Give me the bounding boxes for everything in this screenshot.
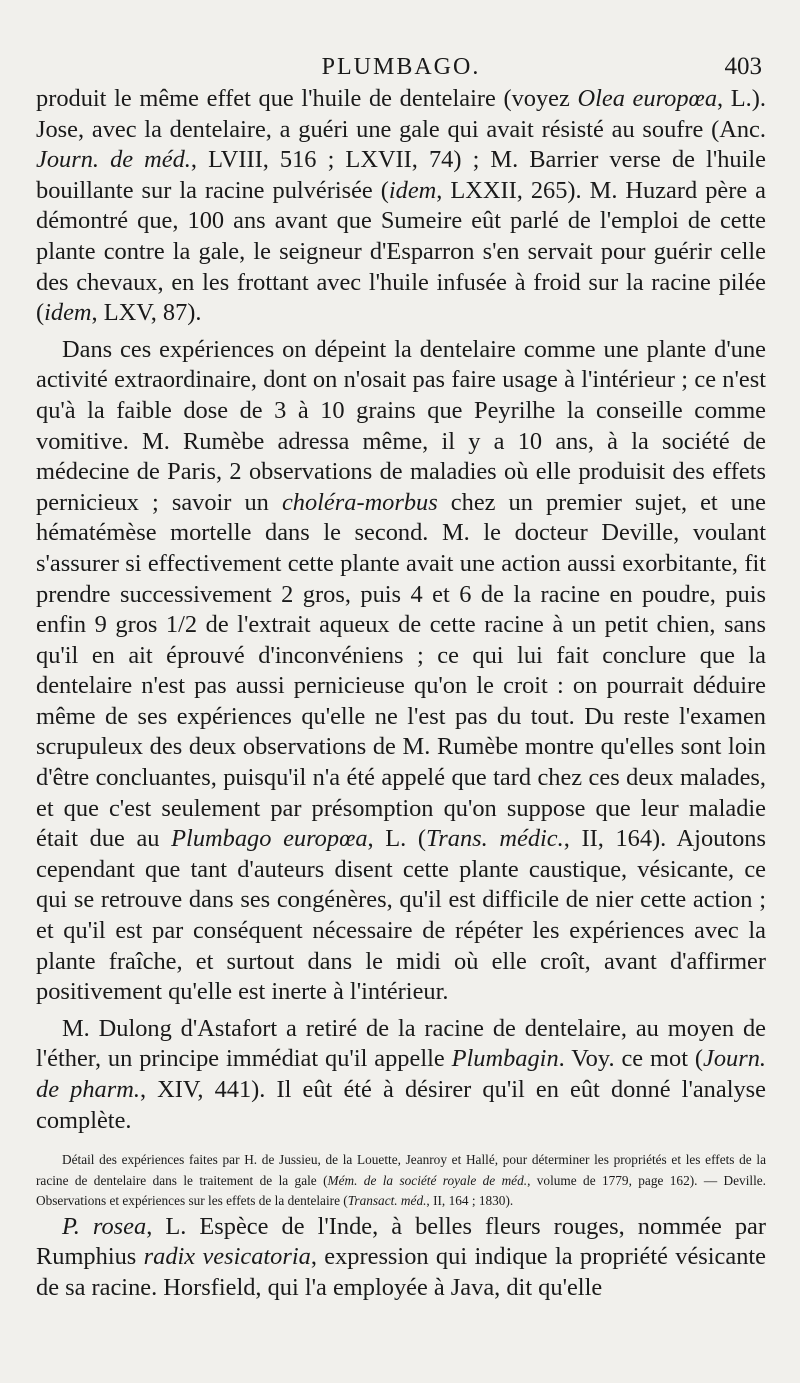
- page-number: 403: [724, 53, 762, 80]
- paragraph-3: M. Dulong d'Astafort a retiré de la racine de dentelaire, au moyen de l'éther, un principe immédiat qu'il appelle Plumbagin. Voy. ce mot (Journ. de pharm., XIV, 441). Il eût été à désirer qu'il en eût donné l'analyse complète.: [36, 1014, 767, 1134]
- idem-ref: idem: [388, 176, 437, 204]
- running-title: PLUMBAGO.: [321, 54, 481, 80]
- paragraph-2: Dans ces expériences on dépeint la dentelaire comme une plante d'une activité extraordinaire, dont on n'osait pas faire usage à l'intérieur ; ce n'est qu'à la faible dose de 3 à 10 grains que Peyrilhe la conseille comme vomitive. M. Rumèbe adressa même, il y a 10 ans, à la société de médecine de Paris, 2 observations de maladies où elle produisit des effets pernicieux ; savoir un choléra-morbus chez un premier sujet, et une hématémèse mortelle dans le second. M. le docteur Deville, voulant s'assurer si effectivement cette plante avait une action aussi exorbitante, fit prendre successivement 2 gros, puis 4 et 6 de la racine en poudre, puis enfin 9 gros 1/2 de l'extrait aqueux de cette racine à un petit chien, sans qu'il en ait éprouvé d'inconvéniens ; ce qui lui fait conclure que la dentelaire n'est pas aussi pernicieuse qu'on le croit : on pourrait déduire même de ses expériences qu'elle ne l'est pas du tout. Du reste l'examen scrupuleux des deux observations de M. Rumèbe montre qu'elles sont loin d'être concluantes, puisqu'il n'a été appelé que tard chez ces deux malades, et que c'est seulement par présomption qu'on suppose que leur maladie était due au Plumbago europœa, L. (Trans. médic., II, 164). Ajoutons cependant que tant d'auteurs disent cette plante caustique, vésicante, ce qui se retrouve dans ses congénères, qu'il est difficile de nier cette action ; et qu'il est par conséquent nécessaire de répéter les expériences avec la plante fraîche, et surtout dans le midi où elle croît, avant d'affirmer positivement qu'elle est inerte à l'intérieur.: [36, 335, 766, 1006]
- disease-name: choléra-morbus: [281, 488, 438, 516]
- journal-title: Transact. méd.: [347, 1193, 427, 1209]
- species-heading: P. rosea: [62, 1212, 147, 1240]
- bibliography-note: Détail des expériences faites par H. de Jussieu, de la Louette, Jeanroy et Hallé, pour déterminer les propriétés et les effets de la racine de dentelaire dans le traitement de la gale (Mém. de la société royale de méd., volume de 1779, page 162). — Deville. Observations et expériences sur les effets de la dentelaire (Transact. méd., II, 164 ; 1830).: [36, 1152, 766, 1209]
- running-header: [36, 50, 766, 84]
- reference-species: Olea europœa: [577, 85, 718, 112]
- body-text: [36, 84, 766, 1303]
- latin-expression: radix vesicatoria: [143, 1243, 311, 1271]
- journal-title: Journ. de méd.: [36, 146, 191, 174]
- species-name: Plumbago europœa: [171, 825, 368, 853]
- journal-title: Journ. de pharm.: [36, 1045, 767, 1103]
- species-entry: P. rosea, L. Espèce de l'Inde, à belles fleurs rouges, nommée par Rumphius radix vesicatoria, expression qui indique la propriété vésicante de sa racine. Horsfield, qui l'a employée à Java, dit qu'elle: [36, 1212, 766, 1301]
- idem-ref: idem: [44, 299, 92, 327]
- journal-title: Mém. de la société royale de méd.: [327, 1172, 528, 1188]
- paragraph-1: produit le même effet que l'huile de dentelaire (voyez Olea europœa, L.). Jose, avec la dentelaire, a guéri une gale qui avait résisté au soufre (Anc. Journ. de méd., LVIII, 516 ; LXVII, 74) ; M. Barrier verse de l'huile bouillante sur la racine pulvérisée (idem, LXXII, 265). M. Huzard père a démontré que, 100 ans avant que Sumeire eût parlé de l'emploi de cette plante contre la gale, le seigneur d'Esparron s'en servait pour guérir celle des chevaux, en les frottant avec l'huile infusée à froid sur la racine pilée (idem, LXV, 87).: [36, 85, 766, 327]
- substance-name: Plumbagin: [451, 1045, 559, 1073]
- journal-title: Trans. médic.: [426, 825, 564, 853]
